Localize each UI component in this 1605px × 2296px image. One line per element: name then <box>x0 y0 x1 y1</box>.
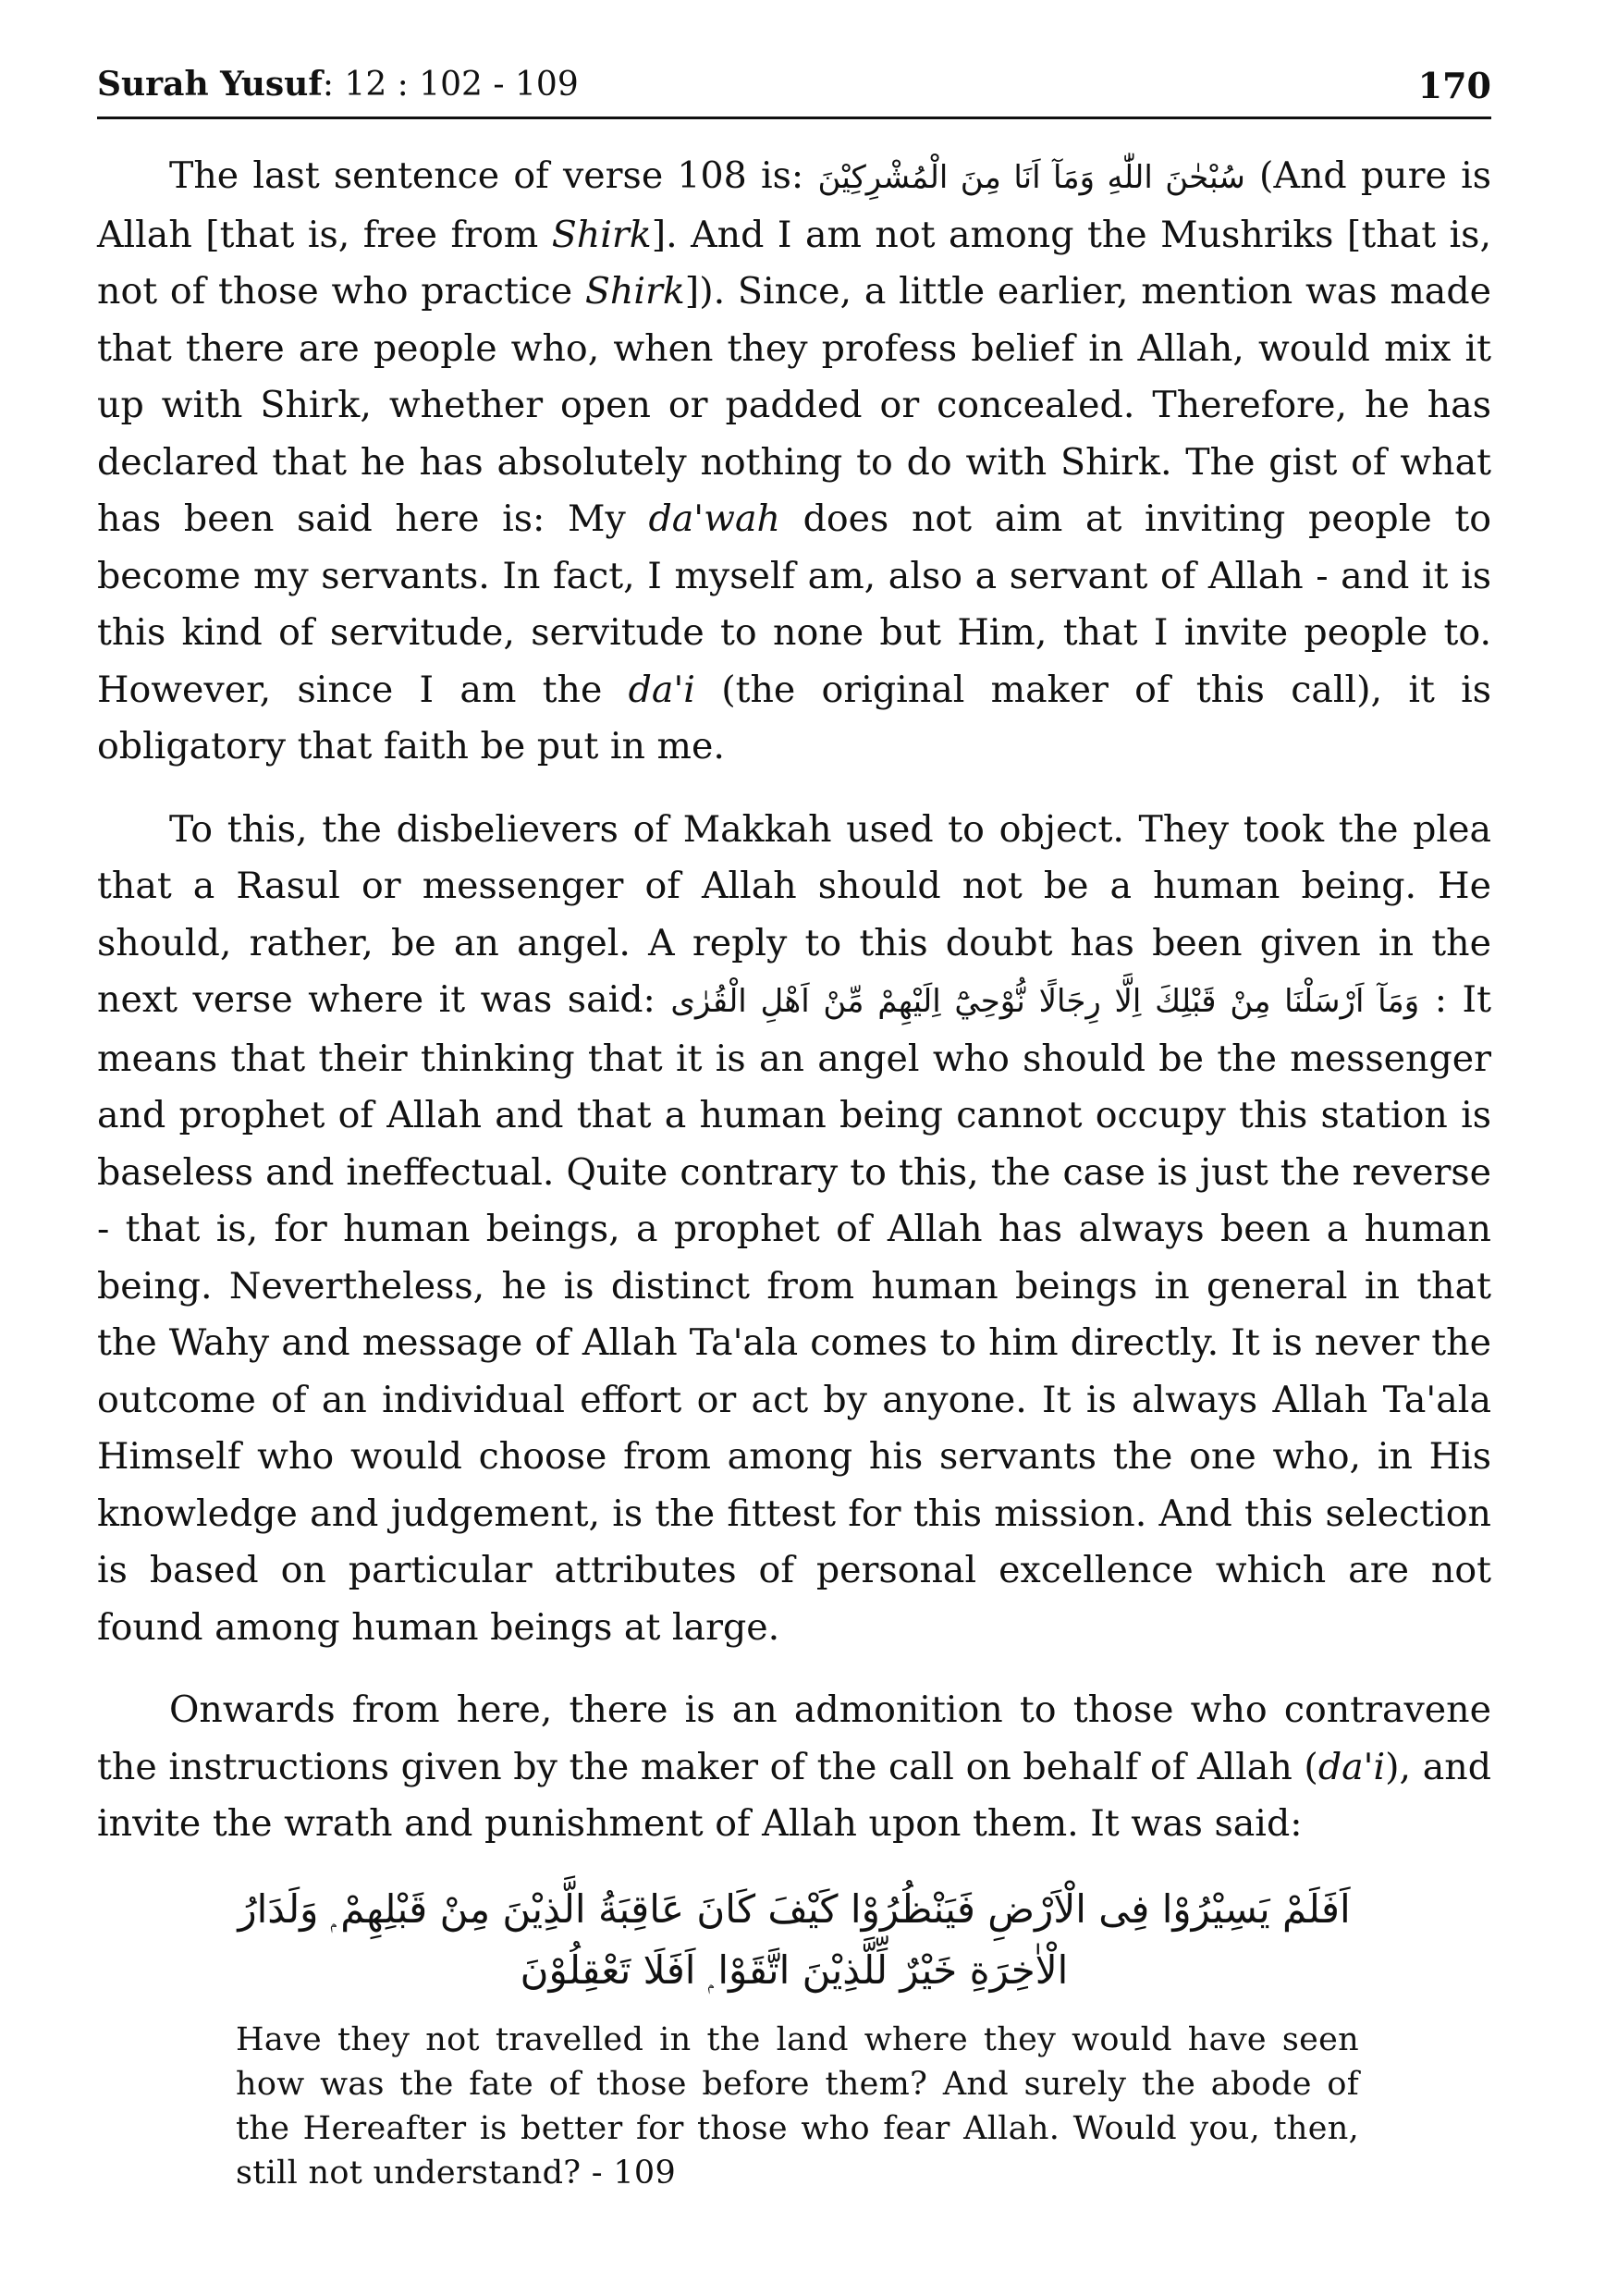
p3-italic-dai: da'i <box>1317 1745 1386 1788</box>
p1-italic-dawah: da'wah <box>648 497 780 540</box>
p1-arabic-quote: سُبْحٰنَ اللّٰهِ وَمَآ اَنَا مِنَ الْمُشْرِكِيْنَ <box>817 159 1245 196</box>
surah-name: Surah Yusuf <box>97 65 323 104</box>
verse-109-block <box>97 1879 1491 2195</box>
p2-text-b: : It means that their thinking that it is an angel who should be the messenger and prophet of Allah and that a human being cannot occupy this station is baseless and ineffectual. Quite contrary to this, the case is just the reverse - that is, for human beings, a prophet of Allah has always been a human being. Nevertheless, he is distinct from human beings in general in that the Wahy and message of Allah Ta'ala comes to him directly. It is never the outcome of an individual effort or act by anyone. It is always Allah Ta'ala Himself who would choose from among his servants the one who, in His knowledge and judgement, is the fittest for this mission. And this selection is based on particular attributes of personal excellence which are not found among human beings at large. <box>97 978 1492 1649</box>
page-number: 170 <box>1417 65 1491 106</box>
p3-text-b: ), and invite the wrath and punishment of Allah upon them. It was said: <box>97 1745 1492 1845</box>
paragraph-2 <box>97 802 1491 1657</box>
p1-italic-shirk-1: Shirk <box>551 213 652 256</box>
verse-109-translation: Have they not travelled in the land where they would have seen how was the fate of those before them? And surely the abode of the Hereafter is better for those who fear Allah. Would you, then, still not understand? - 109 <box>236 2020 1359 2192</box>
body-text <box>97 148 1491 2195</box>
paragraph-1 <box>97 148 1491 776</box>
p1-text-a: The last sentence of verse 108 is: <box>169 154 818 197</box>
verse-109-arabic: اَفَلَمْ يَسِيْرُوْا فِى الْاَرْضِ فَيَنْظُرُوْا كَيْفَ كَانَ عَاقِبَةُ الَّذِيْنَ مِنْ قَبْلِهِمْ ۭ وَلَدَارُ الْاٰخِرَةِ خَيْرٌ لِّلَّذِيْنَ اتَّقَوْا ۭ اَفَلَا تَعْقِلُوْنَ <box>238 1885 1351 1993</box>
book-page <box>97 65 1491 2195</box>
p1-italic-shirk-2: Shirk <box>584 270 685 313</box>
paragraph-3 <box>97 1682 1491 1853</box>
p1-text-e: does not aim at inviting people to become my servants. In fact, I myself am, also a servant of Allah - and it is this kind of servitude, servitude to none but Him, that I invite people to. However, since I am the <box>97 497 1492 711</box>
p1-text-d: ]). Since, a little earlier, mention was made that there are people who, when they profess belief in Allah, would mix it up with Shirk, whether open or padded or concealed. Therefore, he has declared that he has absolutely nothing to do with Shirk. The gist of what has been said here is: My <box>97 270 1491 540</box>
p1-italic-dai: da'i <box>628 668 695 711</box>
p1-text-c: ]. And I am not among the Mushriks [that is, not of those who practice <box>97 213 1491 313</box>
p3-text-a: Onwards from here, there is an admonition to those who contravene the instructions given by the maker of the call on behalf of Allah ( <box>97 1688 1491 1788</box>
p1-text-f: (the original maker of this call), it is obligatory that faith be put in me. <box>97 668 1492 767</box>
header-divider <box>97 117 1491 119</box>
p2-text-a: To this, the disbelievers of Makkah used to object. They took the plea that a Rasul or messenger of Allah should not be a human being. He should, rather, be an angel. A reply to this doubt has been given in the next verse where it was said: <box>97 807 1491 1021</box>
verse-reference: : 12 : 102 - 109 <box>322 66 579 104</box>
p1-text-b: (And pure is Allah [that is, free from <box>97 154 1491 256</box>
p2-arabic-quote: وَمَآ اَرْسَلْنَا مِنْ قَبْلِكَ اِلَّا رِجَالًا نُّوْحِيْٓ اِلَيْهِمْ مِّنْ اَهْلِ الْقُرٰى <box>670 983 1420 1020</box>
header-title <box>97 65 579 104</box>
running-header <box>97 65 1491 120</box>
